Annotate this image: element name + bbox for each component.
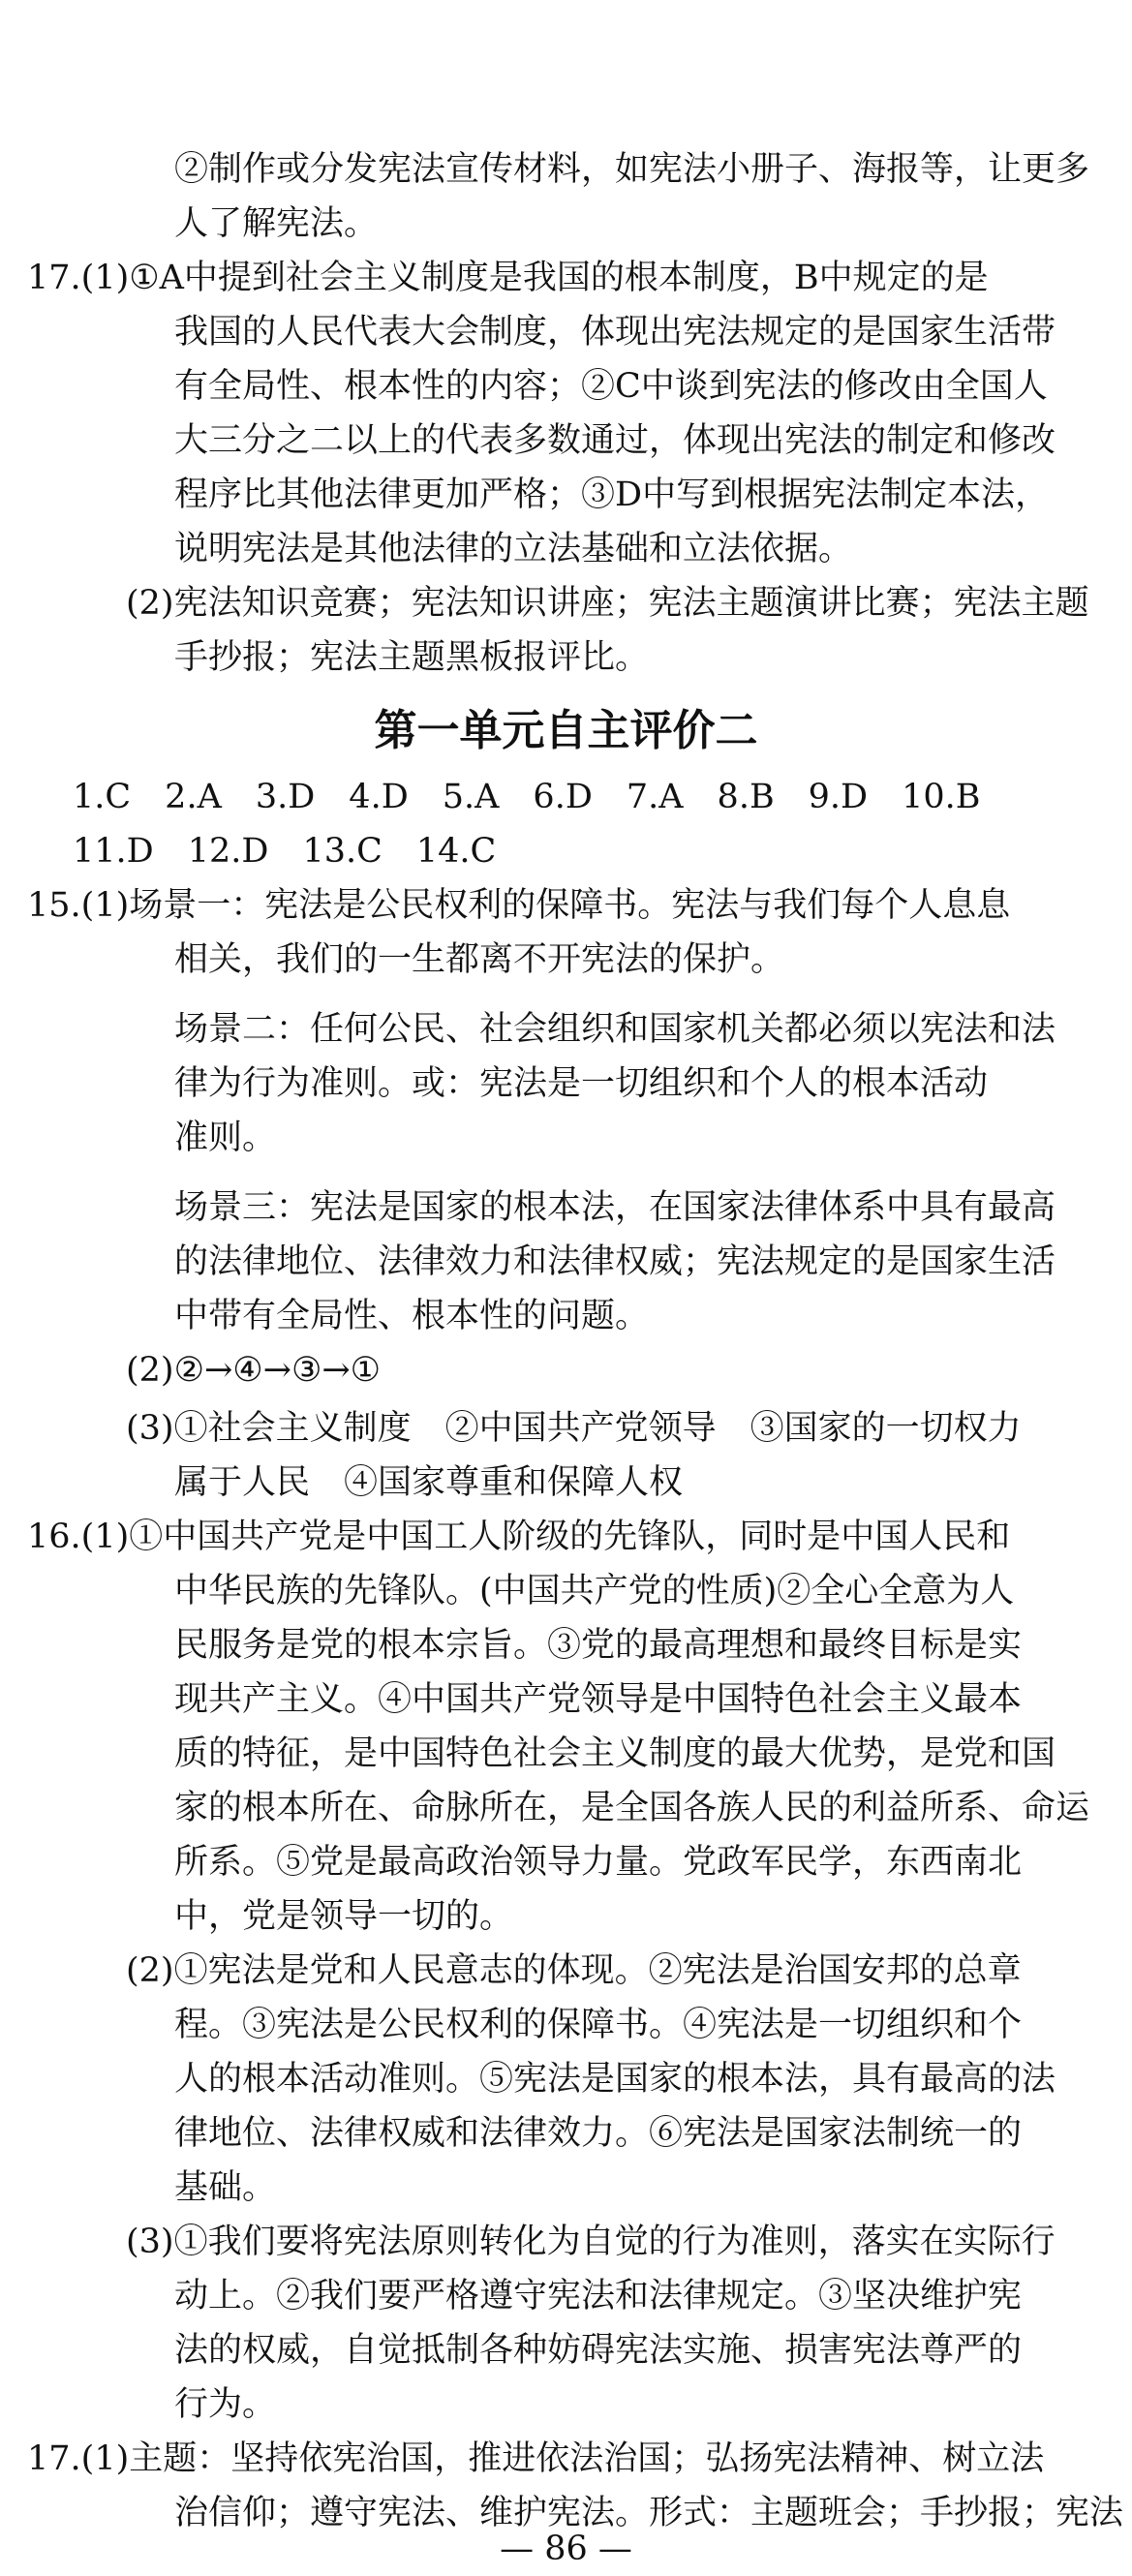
text-line: (3)①社会主义制度 ②中国共产党领导 ③国家的一切权力 xyxy=(126,1409,1022,1448)
text-line: (3)①我们要将宪法原则转化为自觉的行为准则，落实在实际行 xyxy=(126,2223,1056,2261)
text-line: 17.(1)主题：坚持依宪治国，推进依法治国；弘扬宪法精神、树立法 xyxy=(27,2439,1045,2478)
text-line: 17.(1)①A中提到社会主义制度是我国的根本制度，B中规定的是 xyxy=(27,259,989,297)
page-number: — 86 — xyxy=(500,2530,632,2568)
text-line: 场景三：宪法是国家的根本法，在国家法律体系中具有最高 xyxy=(174,1188,1056,1227)
text-line: 中带有全局性、根本性的问题。 xyxy=(174,1297,650,1335)
text-line: 质的特征，是中国特色社会主义制度的最大优势，是党和国 xyxy=(174,1734,1056,1773)
text-line: 准则。 xyxy=(174,1119,277,1157)
text-line: 基础。 xyxy=(174,2168,277,2207)
text-line: ②制作或分发宪法宣传材料，如宪法小册子、海报等，让更多 xyxy=(174,150,1090,189)
text-line: 动上。②我们要严格遵守宪法和法律规定。③坚决维护宪 xyxy=(174,2277,1023,2315)
text-line: 的法律地位、法律效力和法律权威；宪法规定的是国家生活 xyxy=(174,1242,1056,1281)
text-line: (2)①宪法是党和人民意志的体现。②宪法是治国安邦的总章 xyxy=(126,1951,1022,1990)
text-line: 大三分之二以上的代表多数通过，体现出宪法的制定和修改 xyxy=(174,421,1056,460)
answer-line: 11.D 12.D 13.C 14.C xyxy=(73,832,497,871)
text-line: 我国的人民代表大会制度，体现出宪法规定的是国家生活带 xyxy=(174,313,1056,352)
text-line: (2)②→④→③→① xyxy=(126,1351,382,1390)
text-line: 治信仰；遵守宪法、维护宪法。形式：主题班会；手抄报；宪法 xyxy=(174,2494,1124,2532)
text-line: 属于人民 ④国家尊重和保障人权 xyxy=(174,1463,684,1502)
answer-line: 1.C 2.A 3.D 4.D 5.A 6.D 7.A 8.B 9.D 10.B xyxy=(73,778,981,816)
text-line: 民服务是党的根本宗旨。③党的最高理想和最终目标是实 xyxy=(174,1626,1023,1665)
section-title: 第一单元自主评价二 xyxy=(374,706,758,755)
text-line: 中华民族的先锋队。(中国共产党的性质)②全心全意为人 xyxy=(174,1572,1015,1610)
text-line: 法的权威，自觉抵制各种妨碍宪法实施、损害宪法尊严的 xyxy=(174,2331,1023,2370)
text-line: 程。③宪法是公民权利的保障书。④宪法是一切组织和个 xyxy=(174,2006,1023,2044)
text-line: 程序比其他法律更加严格；③D中写到根据宪法制定本法， xyxy=(174,475,1050,514)
text-line: 16.(1)①中国共产党是中国工人阶级的先锋队，同时是中国人民和 xyxy=(27,1518,1011,1556)
text-line: 人了解宪法。 xyxy=(174,204,379,243)
text-line: 手抄报；宪法主题黑板报评比。 xyxy=(174,638,650,677)
text-line: 相关，我们的一生都离不开宪法的保护。 xyxy=(174,940,785,979)
text-line: 15.(1)场景一：宪法是公民权利的保障书。宪法与我们每个人息息 xyxy=(27,886,1011,925)
text-line: 家的根本所在、命脉所在，是全国各族人民的利益所系、命运 xyxy=(174,1789,1090,1827)
text-line: (2)宪法知识竞赛；宪法知识讲座；宪法主题演讲比赛；宪法主题 xyxy=(126,584,1089,623)
text-line: 说明宪法是其他法律的立法基础和立法依据。 xyxy=(174,530,853,568)
text-line: 律为行为准则。或：宪法是一切组织和个人的根本活动 xyxy=(174,1064,989,1103)
text-line: 有全局性、根本性的内容；②C中谈到宪法的修改由全国人 xyxy=(174,367,1048,406)
text-line: 人的根本活动准则。⑤宪法是国家的根本法，具有最高的法 xyxy=(174,2060,1056,2099)
text-line: 律地位、法律权威和法律效力。⑥宪法是国家法制统一的 xyxy=(174,2114,1023,2153)
text-line: 行为。 xyxy=(174,2385,277,2424)
text-line: 所系。⑤党是最高政治领导力量。党政军民学，东西南北 xyxy=(174,1843,1023,1882)
text-line: 现共产主义。④中国共产党领导是中国特色社会主义最本 xyxy=(174,1680,1023,1719)
text-line: 中，党是领导一切的。 xyxy=(174,1897,514,1936)
text-line: 场景二：任何公民、社会组织和国家机关都必须以宪法和法 xyxy=(174,1010,1056,1049)
